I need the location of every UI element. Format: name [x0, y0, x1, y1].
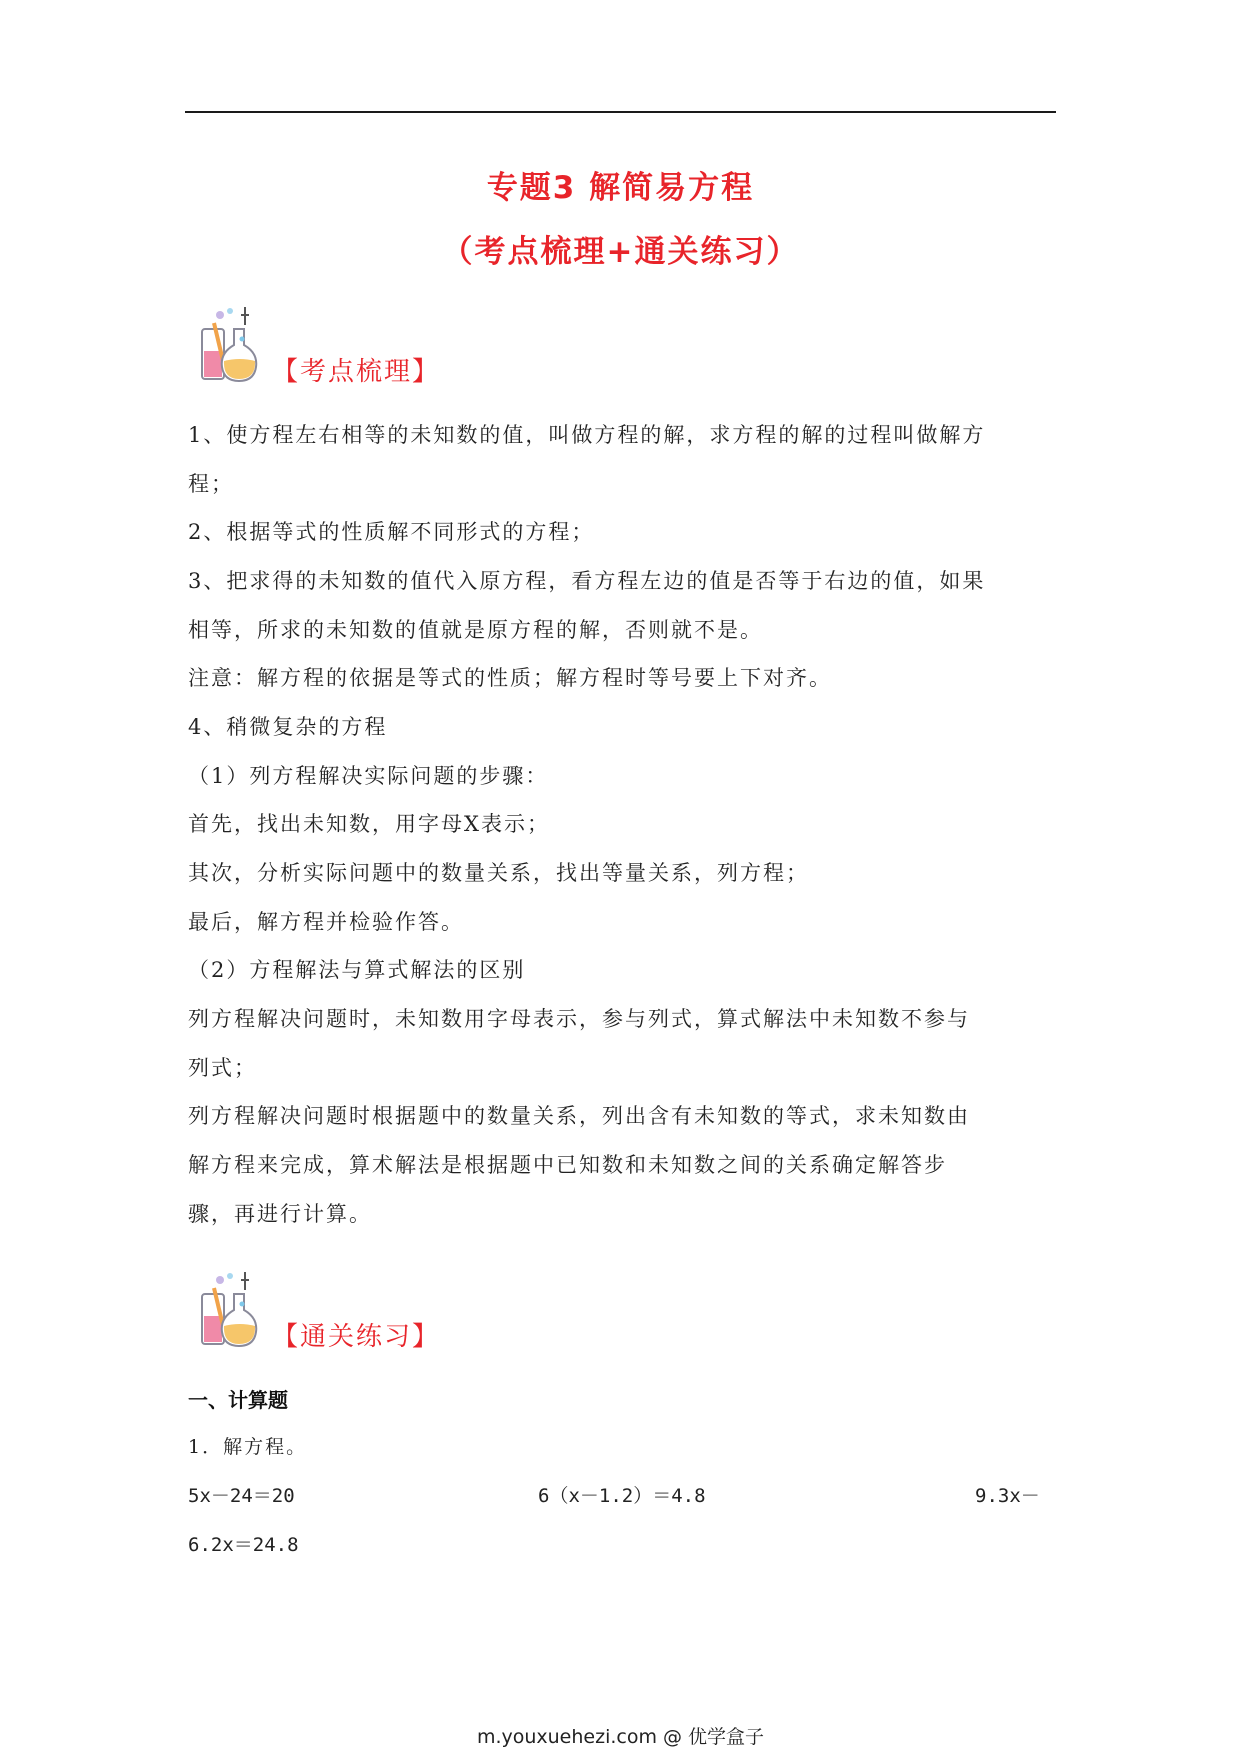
header-rule — [185, 111, 1056, 113]
point-line: 4、稍微复杂的方程 — [188, 715, 388, 739]
point-line: 1、使方程左右相等的未知数的值，叫做方程的解，求方程的解的过程叫做解方 — [188, 423, 986, 447]
equation-2: 6（x－1.2）＝4.8 — [538, 1485, 706, 1507]
page-title: 专题3 解简易方程 — [486, 170, 755, 206]
point-line: 相等，所求的未知数的值就是原方程的解，否则就不是。 — [188, 618, 763, 642]
equation-3: 9.3x－ — [975, 1485, 1040, 1507]
point-line: 列方程解决问题时，未知数用字母表示，参与列式，算式解法中未知数不参与 — [188, 1007, 970, 1031]
exercise-heading: 一、计算题 — [188, 1388, 288, 1412]
point-line: （2）方程解法与算式解法的区别 — [188, 958, 526, 982]
footer-watermark: m.youxuehezi.com @ 优学盒子 — [476, 1726, 765, 1748]
point-line: 3、把求得的未知数的值代入原方程，看方程左边的值是否等于右边的值，如果 — [188, 569, 986, 593]
point-line: 骤，再进行计算。 — [188, 1202, 372, 1226]
point-line: 程； — [188, 472, 234, 496]
page-subtitle: （考点梳理+通关练习） — [441, 234, 800, 270]
point-line: （1）列方程解决实际问题的步骤： — [188, 764, 549, 788]
point-line: 列方程解决问题时根据题中的数量关系，列出含有未知数的等式，求未知数由 — [188, 1104, 970, 1128]
point-line: 列式； — [188, 1056, 257, 1080]
flask-icon — [200, 1270, 260, 1350]
point-line: 首先，找出未知数，用字母X表示； — [188, 812, 550, 836]
point-line: 最后，解方程并检验作答。 — [188, 910, 464, 934]
equation-1: 5x－24＝20 — [188, 1485, 295, 1507]
section-label-key-points: 【考点梳理】 — [272, 357, 441, 387]
exercise-question: 1．解方程。 — [188, 1436, 308, 1458]
point-line: 解方程来完成，算术解法是根据题中已知数和未知数之间的关系确定解答步 — [188, 1153, 947, 1177]
point-line: 2、根据等式的性质解不同形式的方程； — [188, 520, 595, 544]
point-line: 注意：解方程的依据是等式的性质；解方程时等号要上下对齐。 — [188, 666, 832, 690]
point-line: 其次，分析实际问题中的数量关系，找出等量关系，列方程； — [188, 861, 809, 885]
equation-3-continued: 6.2x＝24.8 — [188, 1534, 299, 1556]
flask-icon — [200, 305, 260, 385]
section-label-practice: 【通关练习】 — [272, 1322, 441, 1352]
